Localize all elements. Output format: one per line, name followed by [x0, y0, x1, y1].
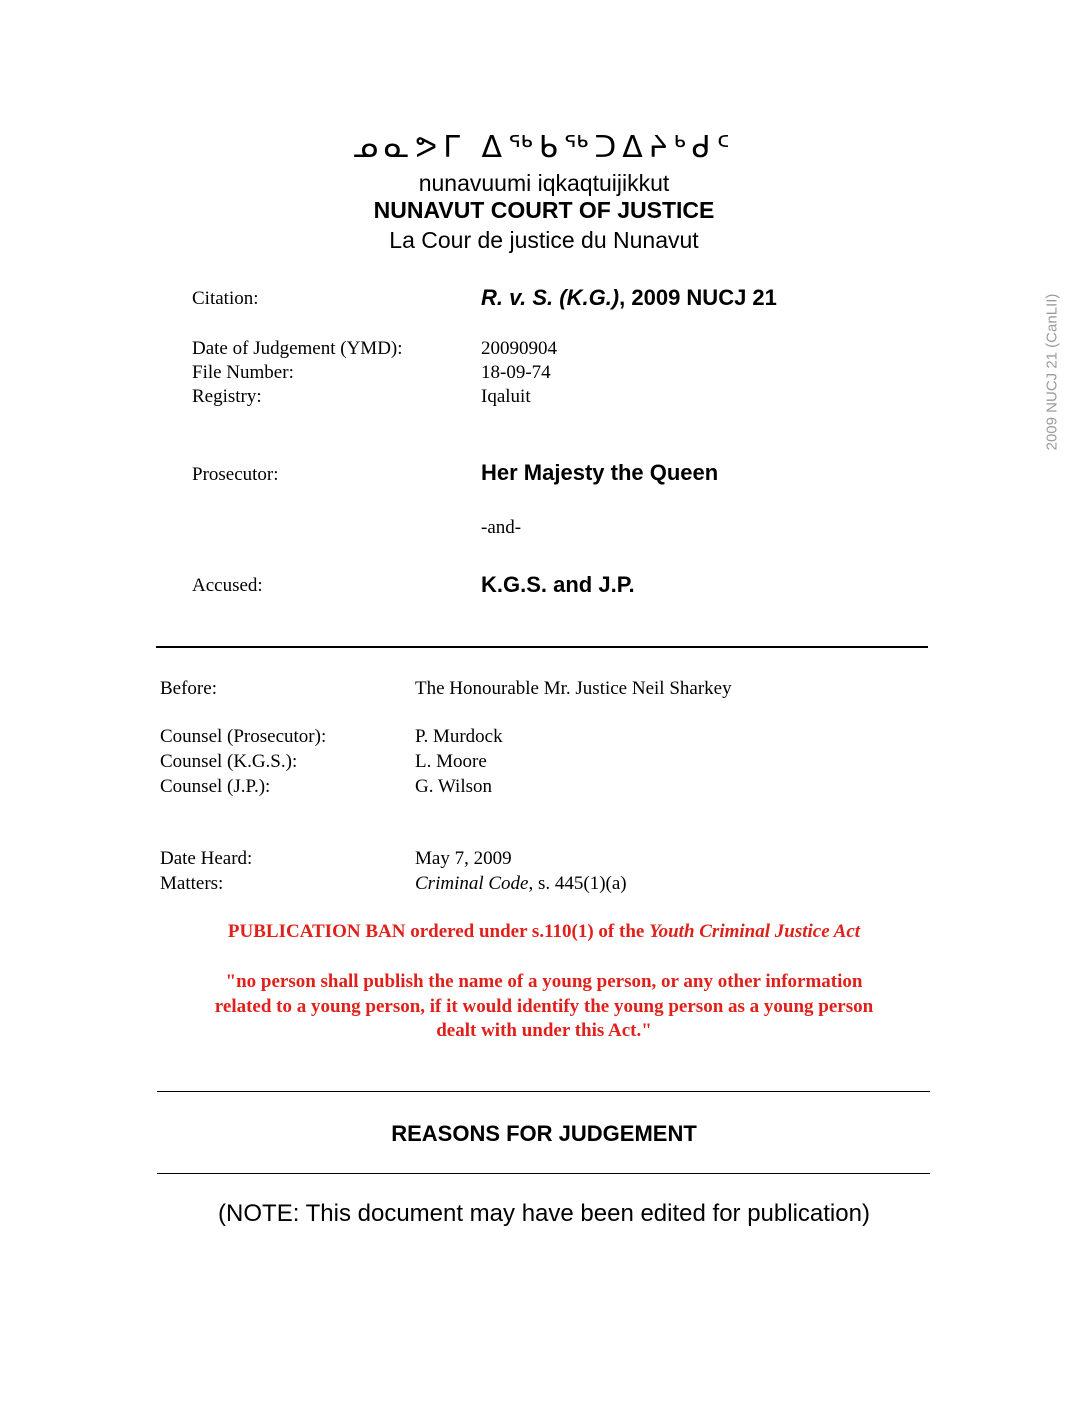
- prosecutor-value: Her Majesty the Queen: [481, 460, 719, 485]
- counsel-prosecutor-label: Counsel (Prosecutor):: [160, 726, 327, 747]
- citation-case-name: R. v. S. (K.G.): [481, 285, 620, 310]
- date-heard-label: Date Heard:: [160, 848, 253, 869]
- divider-top: [156, 646, 928, 648]
- court-name-english: NUNAVUT COURT OF JUSTICE: [373, 197, 715, 223]
- publication-ban-act: Youth Criminal Justice Act: [649, 921, 861, 942]
- matters-section: , s. 445(1)(a): [528, 873, 627, 894]
- counsel-prosecutor-value: P. Murdock: [415, 726, 503, 747]
- divider-bottom: [157, 1173, 930, 1174]
- publication-ban-quote-line1: "no person shall publish the name of a young person, or any other information: [225, 971, 863, 992]
- registry-label: Registry:: [192, 386, 262, 407]
- and-separator: -and-: [481, 517, 522, 538]
- matters-statute: Criminal Code: [415, 873, 529, 894]
- before-value: The Honourable Mr. Justice Neil Sharkey: [415, 678, 732, 699]
- court-name-inuktitut: nunavuumi iqkaqtuijikkut: [418, 170, 670, 196]
- publication-ban-quote-line2: related to a young person, if it would identify the young person as a young person: [214, 996, 874, 1017]
- date-heard-value: May 7, 2009: [415, 848, 512, 869]
- matters-label: Matters:: [160, 873, 224, 894]
- file-number-value: 18-09-74: [481, 362, 551, 383]
- divider-middle: [157, 1091, 930, 1092]
- date-of-judgement-value: 20090904: [481, 338, 557, 359]
- publication-ban-notice: [0, 921, 1088, 943]
- counsel-jp-label: Counsel (J.P.):: [160, 776, 271, 797]
- accused-value: K.G.S. and J.P.: [481, 572, 635, 597]
- court-name-syllabics: ᓄᓇᕗᒥ ᐃᖅᑲᖅᑐᐃᔨᒃᑯᑦ: [352, 130, 736, 165]
- court-name-french: La Cour de justice du Nunavut: [389, 227, 699, 253]
- publication-ban-prefix: PUBLICATION BAN ordered under s.110(1) of the: [227, 921, 650, 942]
- counsel-kgs-value: L. Moore: [415, 751, 487, 772]
- canlii-watermark: 2009 NUCJ 21 (CanLII): [1043, 293, 1061, 451]
- counsel-jp-value: G. Wilson: [415, 776, 493, 797]
- file-number-label: File Number:: [192, 362, 294, 383]
- date-of-judgement-label: Date of Judgement (YMD):: [192, 338, 403, 359]
- citation-value: [481, 285, 777, 311]
- accused-label: Accused:: [192, 575, 263, 596]
- matters-value: [415, 873, 627, 895]
- prosecutor-label: Prosecutor:: [192, 464, 279, 485]
- counsel-kgs-label: Counsel (K.G.S.):: [160, 751, 298, 772]
- editing-note: (NOTE: This document may have been edited for publication): [218, 1200, 870, 1227]
- publication-ban-quote-line3: dealt with under this Act.": [436, 1020, 652, 1041]
- citation-suffix: , 2009 NUCJ 21: [619, 285, 777, 310]
- citation-label: Citation:: [192, 288, 259, 309]
- registry-value: Iqaluit: [481, 386, 531, 407]
- reasons-heading: REASONS FOR JUDGEMENT: [391, 1121, 697, 1146]
- before-label: Before:: [160, 678, 217, 699]
